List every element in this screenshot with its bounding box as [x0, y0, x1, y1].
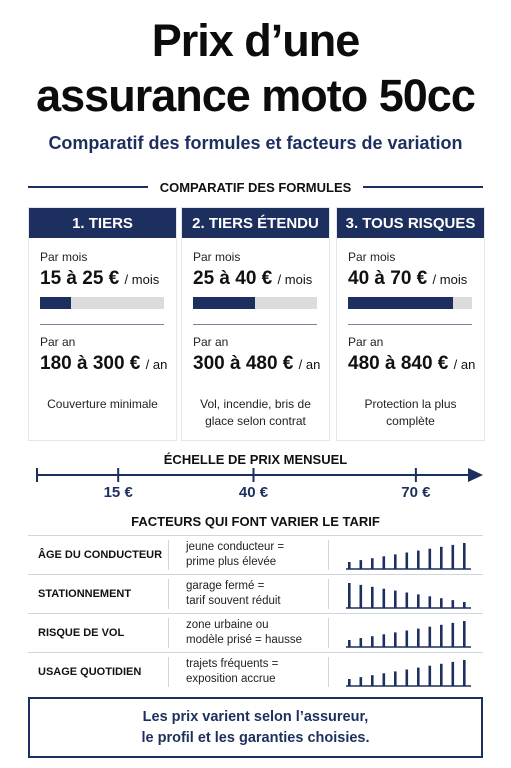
trend-bar [429, 549, 432, 569]
trend-bar [394, 591, 397, 608]
month-price [40, 268, 159, 290]
factor-description [186, 614, 302, 652]
footer-note [28, 697, 483, 758]
column-divider [328, 657, 329, 687]
card-header: 1. TIERS [29, 208, 176, 238]
trend-bar [429, 627, 432, 647]
card-description: Protection la plus complète [364, 397, 457, 428]
trend-bar [429, 596, 432, 608]
year-label: Par an [348, 335, 384, 349]
trend-bar [383, 634, 386, 647]
page-title-line-2: assurance moto 50cc [36, 70, 475, 121]
trend-bar [394, 671, 397, 686]
card-header: 2. TIERS ÉTENDU [182, 208, 329, 238]
trend-bar [371, 675, 374, 686]
price-level-bar [348, 297, 472, 309]
year-label: Par an [193, 335, 229, 349]
year-price-unit: / an [298, 357, 321, 372]
factor-name: STATIONNEMENT [38, 588, 132, 600]
card-separator [193, 324, 317, 325]
comparatif-heading [28, 177, 483, 197]
factor-desc-line: modèle prisé = hausse [186, 634, 303, 646]
factor-name: USAGE QUOTIDIEN [38, 666, 142, 678]
trend-bar [417, 594, 420, 608]
year-price [348, 353, 475, 375]
trend-bar [463, 621, 466, 647]
column-divider [168, 540, 169, 570]
scale-tick-label: 40 € [238, 484, 269, 501]
month-price-unit: / mois [124, 272, 160, 287]
factor-desc-line: tarif souvent réduit [186, 595, 281, 607]
trend-bar [360, 560, 363, 569]
trend-bar [440, 547, 443, 569]
factor-description [186, 653, 278, 691]
card-description: Couverture minimale [47, 397, 158, 411]
footer-line-1: Les prix varient selon l’assureur, [142, 708, 369, 725]
trend-bar [417, 668, 420, 686]
factor-desc-line: garage fermé = [186, 580, 265, 592]
month-price [193, 268, 312, 290]
month-price [348, 268, 467, 290]
column-divider [168, 618, 169, 648]
year-price-value: 480 à 840 € [348, 353, 449, 374]
month-price-unit: / mois [277, 272, 313, 287]
column-divider [328, 540, 329, 570]
column-divider [168, 579, 169, 609]
card-description: Vol, incendie, bris de glace selon contrat [200, 397, 311, 428]
scale-tick-label: 70 € [401, 484, 431, 501]
scale-arrow-icon [468, 468, 483, 482]
month-label: Par mois [348, 250, 396, 264]
trend-bar [348, 562, 351, 569]
card-separator [40, 324, 164, 325]
factor-desc-line: prime plus élevée [186, 556, 277, 568]
trend-bar [440, 598, 443, 608]
factor-desc-line: exposition accrue [186, 673, 276, 685]
trend-bar [394, 554, 397, 569]
year-label: Par an [40, 335, 76, 349]
price-level-bar [193, 297, 317, 309]
trend-bar [429, 666, 432, 686]
trend-bar [406, 631, 409, 648]
trend-bar [360, 638, 363, 647]
price-level-bar [40, 297, 164, 309]
year-price-value: 180 à 300 € [40, 353, 141, 374]
trend-bar [463, 660, 466, 686]
trend-bar [440, 664, 443, 686]
factor-row-usage [28, 653, 483, 691]
column-divider [168, 657, 169, 687]
trend-bar [371, 636, 374, 647]
price-level-fill [348, 297, 453, 309]
card-separator [348, 324, 472, 325]
trend-bar [417, 629, 420, 647]
year-price-unit: / an [453, 357, 476, 372]
month-label: Par mois [40, 250, 88, 264]
factor-row-stationnement [28, 575, 483, 613]
price-level-fill [193, 297, 255, 309]
scale-tick-label: 15 € [103, 484, 133, 501]
factor-name: RISQUE DE VOL [38, 627, 125, 639]
factor-description [186, 536, 284, 574]
trend-bar [452, 623, 455, 647]
trend-bar [348, 679, 351, 686]
month-price-value: 40 à 70 € [348, 268, 428, 289]
factor-desc-line: zone urbaine ou [186, 619, 269, 631]
trend-bar [452, 600, 455, 608]
price-level-fill [40, 297, 71, 309]
column-divider [328, 579, 329, 609]
month-price-value: 15 à 25 € [40, 268, 120, 289]
trend-bar [383, 556, 386, 569]
card-header: 3. TOUS RISQUES [337, 208, 484, 238]
trend-bar [360, 677, 363, 686]
comparatif-heading-label: COMPARATIF DES FORMULES [159, 179, 352, 195]
month-label: Par mois [193, 250, 241, 264]
year-price [193, 353, 320, 375]
trend-up-icon [346, 541, 471, 570]
column-divider [328, 618, 329, 648]
month-price-unit: / mois [432, 272, 468, 287]
factor-desc-line: trajets fréquents = [186, 658, 279, 670]
year-price [40, 353, 167, 375]
year-price-value: 300 à 480 € [193, 353, 294, 374]
trend-bar [417, 551, 420, 569]
factor-desc-line: jeune conducteur = [186, 541, 285, 553]
formula-card-tous-risques [336, 207, 485, 441]
trend-bar [406, 553, 409, 570]
trend-bar [383, 589, 386, 608]
formula-card-tiers [28, 207, 177, 441]
factor-row-vol [28, 614, 483, 652]
factors-heading: FACTEURS QUI FONT VARIER LE TARIF [131, 514, 380, 529]
year-price-unit: / an [145, 357, 168, 372]
trend-bar [348, 583, 351, 608]
factor-name: ÂGE DU CONDUCTEUR [38, 549, 163, 561]
trend-bar [360, 585, 363, 608]
trend-bar [452, 662, 455, 686]
trend-bar [452, 545, 455, 569]
footer-line-2: le profil et les garanties choisies. [141, 729, 370, 746]
factor-description [186, 575, 281, 613]
trend-bar [463, 543, 466, 569]
trend-down-icon [346, 580, 471, 609]
factor-row-age [28, 536, 483, 574]
formula-card-tiers-etendu [181, 207, 330, 441]
trend-bar [406, 593, 409, 609]
trend-bar [440, 625, 443, 647]
page-title-line-1: Prix d’une [151, 15, 360, 66]
trend-bar [394, 632, 397, 647]
scale-heading: ÉCHELLE DE PRIX MENSUEL [163, 452, 348, 467]
trend-bar [383, 673, 386, 686]
trend-bar [406, 670, 409, 687]
trend-up-icon [346, 619, 471, 648]
page-subtitle: Comparatif des formules et facteurs de variation [48, 133, 463, 153]
trend-bar [371, 587, 374, 608]
trend-bar [463, 602, 466, 608]
month-price-value: 25 à 40 € [193, 268, 273, 289]
price-scale-axis [0, 462, 511, 486]
trend-bar [348, 640, 351, 647]
trend-bar [371, 558, 374, 569]
trend-up-icon [346, 658, 471, 687]
